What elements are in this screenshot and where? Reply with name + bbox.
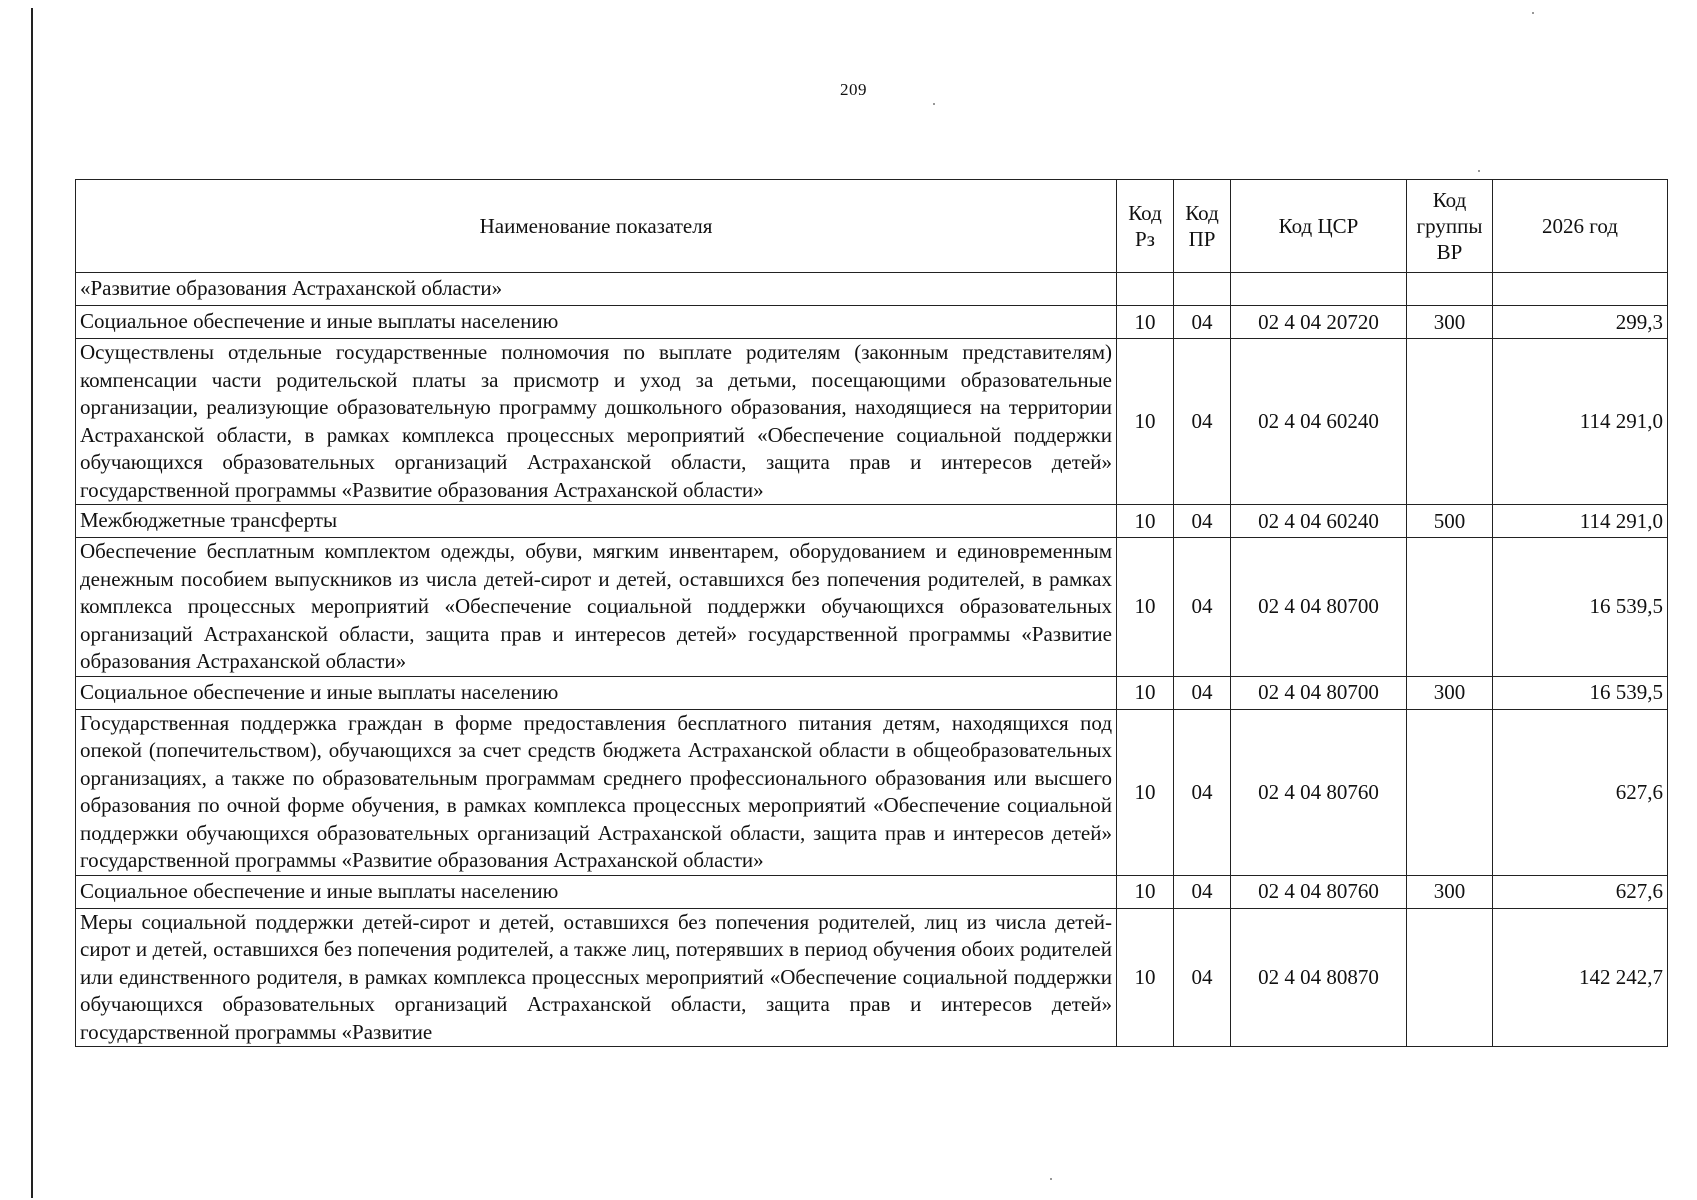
- row-csr: 02 4 04 60240: [1231, 505, 1407, 538]
- header-csr-code: Код ЦСР: [1231, 180, 1407, 273]
- row-pr: 04: [1174, 875, 1231, 908]
- row-vr: [1407, 538, 1493, 677]
- row-vr: 500: [1407, 505, 1493, 538]
- header-pr-code: Код ПР: [1174, 180, 1231, 273]
- row-rz: [1117, 273, 1174, 306]
- row-name: Социальное обеспечение и иные выплаты населению: [76, 306, 1117, 339]
- table-header-row: [76, 180, 1668, 273]
- row-pr: 04: [1174, 339, 1231, 505]
- row-csr: 02 4 04 80700: [1231, 676, 1407, 709]
- scan-speck: [933, 103, 935, 105]
- row-pr: 04: [1174, 676, 1231, 709]
- table-row: [76, 908, 1668, 1047]
- page-number: 209: [840, 80, 867, 99]
- header-vr-code: Код группы ВР: [1407, 180, 1493, 273]
- row-name: «Развитие образования Астраханской области»: [76, 273, 1117, 306]
- table-row: [76, 875, 1668, 908]
- row-vr: 300: [1407, 306, 1493, 339]
- row-vr: [1407, 709, 1493, 875]
- row-csr: [1231, 273, 1407, 306]
- row-amount: [1493, 273, 1668, 306]
- row-csr: 02 4 04 80700: [1231, 538, 1407, 677]
- row-csr: 02 4 04 80760: [1231, 709, 1407, 875]
- row-name: Обеспечение бесплатным комплектом одежды, обуви, мягким инвентарем, оборудованием и единовременным денежным пособием выпускников из числа детей-сирот и детей, оставшихся без попечения родителей, в рамках комплекса процессных мероприятий «Обеспечение социальной поддержки обучающихся образовательных организаций Астраханской области, защита прав и интересов детей» государственной программы «Развитие образования Астраханской области»: [76, 538, 1117, 677]
- table-row: [76, 505, 1668, 538]
- row-vr: [1407, 339, 1493, 505]
- row-csr: 02 4 04 60240: [1231, 339, 1407, 505]
- table-row: [76, 538, 1668, 677]
- row-vr: 300: [1407, 875, 1493, 908]
- row-name: Социальное обеспечение и иные выплаты населению: [76, 875, 1117, 908]
- row-name: Социальное обеспечение и иные выплаты населению: [76, 676, 1117, 709]
- row-amount: 142 242,7: [1493, 908, 1668, 1047]
- row-pr: 04: [1174, 538, 1231, 677]
- table-row: [76, 306, 1668, 339]
- row-amount: 627,6: [1493, 875, 1668, 908]
- row-name: Осуществлены отдельные государственные полномочия по выплате родителям (законным представителям) компенсации части родительской платы за присмотр и уход за детьми, посещающими образовательные организации, реализующие образовательную программу дошкольного образования, находящиеся на территории Астраханской области, в рамках комплекса процессных мероприятий «Обеспечение социальной поддержки обучающихся образовательных организаций Астраханской области, защита прав и интересов детей» государственной программы «Развитие образования Астраханской области»: [76, 339, 1117, 505]
- row-rz: 10: [1117, 538, 1174, 677]
- row-rz: 10: [1117, 908, 1174, 1047]
- scan-speck: [1532, 12, 1534, 14]
- row-rz: 10: [1117, 505, 1174, 538]
- budget-table: [75, 179, 1668, 1047]
- header-name: Наименование показателя: [76, 180, 1117, 273]
- row-name: Меры социальной поддержки детей-сирот и детей, оставшихся без попечения родителей, лиц из числа детей-сирот и детей, оставшихся без попечения родителей, а также лиц, потерявших в период обучения обоих родителей или единственного родителя, в рамках комплекса процессных мероприятий «Обеспечение социальной поддержки обучающихся образовательных организаций Астраханской области, защита прав и интересов детей» государственной программы «Развитие: [76, 908, 1117, 1047]
- row-amount: 114 291,0: [1493, 505, 1668, 538]
- row-pr: 04: [1174, 306, 1231, 339]
- row-csr: 02 4 04 80870: [1231, 908, 1407, 1047]
- row-amount: 16 539,5: [1493, 538, 1668, 677]
- row-pr: 04: [1174, 505, 1231, 538]
- row-rz: 10: [1117, 875, 1174, 908]
- table-row: [76, 709, 1668, 875]
- row-name: Межбюджетные трансферты: [76, 505, 1117, 538]
- row-pr: 04: [1174, 908, 1231, 1047]
- table-row: [76, 339, 1668, 505]
- row-amount: 16 539,5: [1493, 676, 1668, 709]
- row-vr: 300: [1407, 676, 1493, 709]
- row-amount: 114 291,0: [1493, 339, 1668, 505]
- scan-speck: [1478, 170, 1480, 172]
- row-rz: 10: [1117, 676, 1174, 709]
- row-pr: [1174, 273, 1231, 306]
- row-rz: 10: [1117, 709, 1174, 875]
- scan-edge-line: [31, 8, 33, 1198]
- row-csr: 02 4 04 20720: [1231, 306, 1407, 339]
- row-name: Государственная поддержка граждан в форме предоставления бесплатного питания детям, находящихся под опекой (попечительством), обучающихся за счет средств бюджета Астраханской области в общеобразовательных организациях, а также по образовательным программам среднего профессионального образования или высшего образования по очной форме обучения, в рамках комплекса процессных мероприятий «Обеспечение социальной поддержки обучающихся образовательных организаций Астраханской области, защита прав и интересов детей» государственной программы «Развитие образования Астраханской области»: [76, 709, 1117, 875]
- row-csr: 02 4 04 80760: [1231, 875, 1407, 908]
- header-rz-code: Код Рз: [1117, 180, 1174, 273]
- header-year: 2026 год: [1493, 180, 1668, 273]
- row-vr: [1407, 273, 1493, 306]
- table-row: [76, 273, 1668, 306]
- table-row: [76, 676, 1668, 709]
- row-rz: 10: [1117, 306, 1174, 339]
- row-rz: 10: [1117, 339, 1174, 505]
- row-amount: 299,3: [1493, 306, 1668, 339]
- row-amount: 627,6: [1493, 709, 1668, 875]
- row-pr: 04: [1174, 709, 1231, 875]
- row-vr: [1407, 908, 1493, 1047]
- scan-speck: [1050, 1178, 1052, 1180]
